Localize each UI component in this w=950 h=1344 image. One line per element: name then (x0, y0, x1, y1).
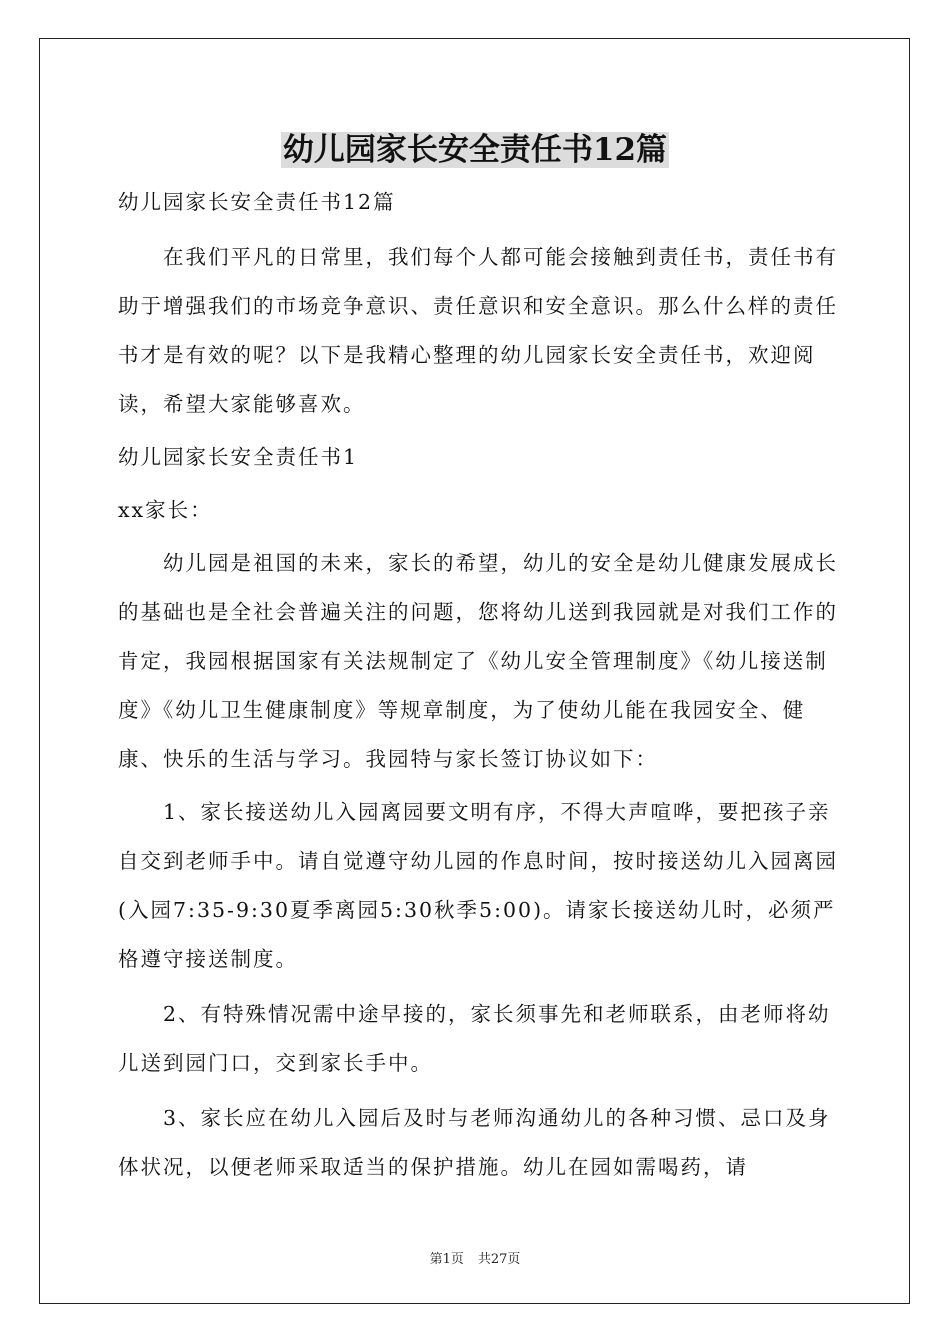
section-heading: 幼儿园家长安全责任书1 (118, 445, 359, 469)
body-paragraph: 1、家长接送幼儿入园离园要文明有序，不得大声喧哗，要把孩子亲自交到老师手中。请自觉遵守幼儿园的作息时间，按时接送幼儿入园离园(入园7:35-9:30夏季离园5:30秋季5:00)。请家长接送幼儿时，必须严格遵守接送制度。 (118, 800, 838, 971)
body-paragraph: 2、有特殊情况需中途早接的，家长须事先和老师联系，由老师将幼儿送到园门口，交到家长手中。 (118, 1002, 831, 1075)
salutation: xx家长： (118, 498, 213, 522)
document-title (0, 122, 950, 178)
page-number-total: 共27页 (477, 1252, 521, 1267)
page-number-current: 第1页 (429, 1252, 464, 1267)
body-paragraph: 3、家长应在幼儿入园后及时与老师沟通幼儿的各种习惯、忌口及身体状况，以便老师采取适当的保护措施。幼儿在园如需喝药，请 (118, 1106, 831, 1179)
intro-paragraph: 在我们平凡的日常里，我们每个人都可能会接触到责任书，责任书有助于增强我们的市场竞争意识、责任意识和安全意识。那么什么样的责任书才是有效的呢？以下是我精心整理的幼儿园家长安全责任书，欢迎阅读，希望大家能够喜欢。 (118, 245, 838, 416)
body-paragraph: 幼儿园是祖国的未来，家长的希望，幼儿的安全是幼儿健康发展成长的基础也是全社会普遍关注的问题，您将幼儿送到我园就是对我们工作的肯定，我园根据国家有关法规制定了《幼儿安全管理制度》《幼儿接送制度》《幼儿卫生健康制度》等规章制度，为了使幼儿能在我园安全、健康、快乐的生活与学习。我园特与家长签订协议如下： (118, 551, 838, 771)
document-body (118, 178, 838, 1192)
document-title-text: 幼儿园家长安全责任书12篇 (282, 132, 668, 168)
document-subtitle: 幼儿园家长安全责任书12篇 (118, 190, 396, 214)
page-footer (0, 1248, 950, 1267)
